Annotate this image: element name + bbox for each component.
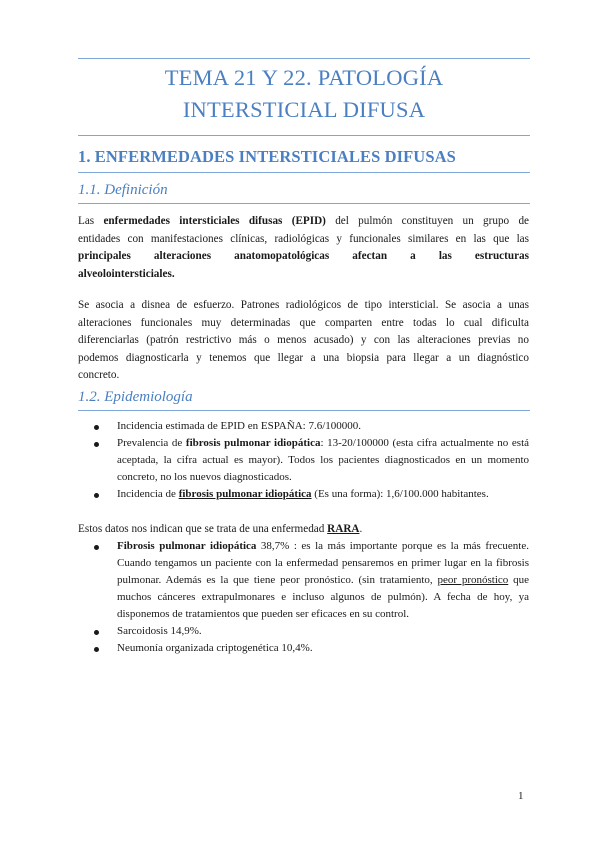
list-item: Sarcoidosis 14,9%. bbox=[78, 623, 529, 640]
title-line-2: INTERSTICIAL DIFUSA bbox=[182, 97, 426, 122]
document-title bbox=[78, 62, 530, 126]
section-heading-rule bbox=[78, 172, 530, 173]
list-item: Incidencia estimada de EPID en ESPAÑA: 7.6/100000. bbox=[78, 418, 529, 435]
paragraph-line: alteraciones funcionales muy determinadas que comparten entre todas lo cual dificulta bbox=[78, 316, 529, 329]
bullet-icon bbox=[94, 545, 99, 550]
list-item: Fibrosis pulmonar idiopática 38,7% : es la más importante porque es la más frecuente. Cuando tengamos un paciente con la enfermedad pensaremos en primer lugar en la fibrosis pulmonar. Además es la que tiene peor pronóstico. (sin tratamiento, peor pronóstico que muchos cánceres extrapulmonares e incluso algunos de pulmón). A fecha de hoy, ya disponemos de tratamientos que pueden ser eficaces en su control. bbox=[78, 538, 529, 623]
title-top-rule bbox=[78, 58, 530, 59]
list-item: Prevalencia de fibrosis pulmonar idiopática: 13-20/100000 (esta cifra actualmente no está aceptada, la cifra actual es mayor). Todos los pacientes diagnosticados en un momento concreto, no los nuevos diagnosticados. bbox=[78, 435, 529, 486]
paragraph-line: principales alteraciones anatomopatológicas afectan a las estructuras bbox=[78, 250, 529, 262]
list-item: Incidencia de fibrosis pulmonar idiopática (Es una forma): 1,6/100.000 habitantes. bbox=[78, 486, 529, 503]
section-heading: 1. ENFERMEDADES INTERSTICIALES DIFUSAS bbox=[78, 147, 456, 166]
epidemiology-list bbox=[78, 418, 529, 503]
bullet-icon bbox=[94, 647, 99, 652]
paragraph-line: concreto. bbox=[78, 369, 120, 381]
bullet-icon bbox=[94, 493, 99, 498]
definition-paragraph bbox=[78, 213, 529, 283]
paragraph-line: Se asocia a disnea de esfuerzo. Patrones radiológicos de tipo intersticial. Se asocia a unas bbox=[78, 299, 529, 311]
paragraph-line: Las enfermedades intersticiales difusas (EPID) del pulmón constituyen un grupo de bbox=[78, 215, 530, 227]
disease-frequency-list bbox=[78, 538, 529, 657]
subsection-rule-epidemiologia bbox=[78, 410, 530, 411]
bullet-icon bbox=[94, 630, 99, 635]
paragraph-line: alveolointersticiales. bbox=[78, 267, 175, 280]
page-number: 1 bbox=[518, 790, 524, 802]
subsection-rule-definicion bbox=[78, 203, 530, 204]
bullet-icon bbox=[94, 442, 99, 447]
description-paragraph bbox=[78, 297, 529, 385]
subsection-heading-epidemiologia: 1.2. Epidemiología bbox=[78, 389, 193, 405]
subsection-heading-definicion: 1.1. Definición bbox=[78, 182, 168, 198]
list-item: Neumonía organizada criptogenética 10,4%. bbox=[78, 640, 529, 657]
data-intro-text: Estos datos nos indican que se trata de una enfermedad RARA. bbox=[78, 523, 363, 535]
bullet-icon bbox=[94, 425, 99, 430]
paragraph-line: entidades con manifestaciones clínicas, radiológicas y funcionales similares en las que las bbox=[78, 232, 529, 245]
paragraph-line: diferenciarlas (patrón restrictivo más o menos acusado) y con las alteraciones previas no bbox=[78, 334, 529, 346]
title-bottom-rule bbox=[78, 135, 530, 136]
paragraph-line: podemos diagnosticarla y tenemos que llegar a una biopsia para llegar a un diagnóstico bbox=[78, 351, 529, 364]
title-line-1: TEMA 21 Y 22. PATOLOGÍA bbox=[164, 65, 444, 90]
